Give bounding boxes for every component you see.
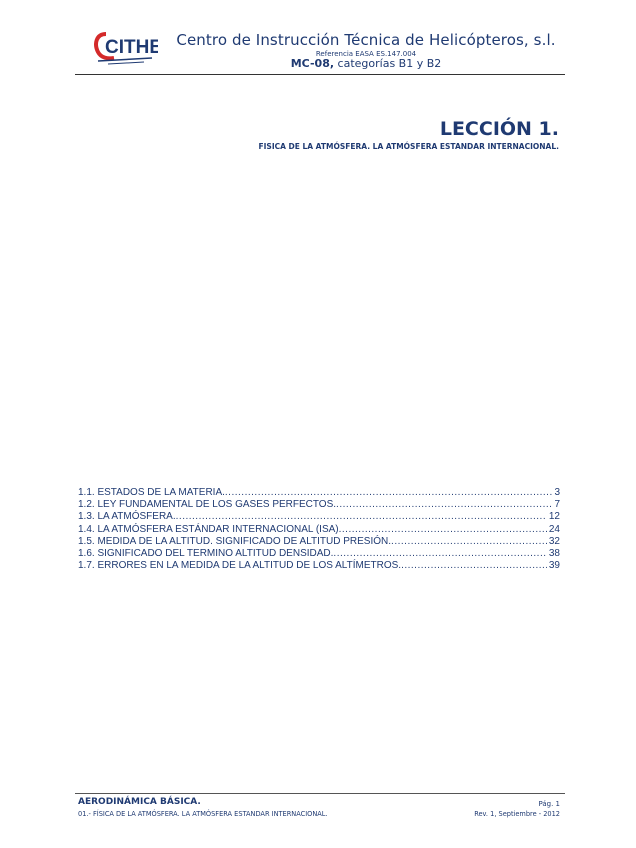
- toc-entry[interactable]: [78, 487, 560, 499]
- module-categories: categorías B1 y B2: [334, 57, 442, 70]
- toc-entry-page: 32: [548, 535, 560, 547]
- institution-title: Centro de Instrucción Técnica de Helicópteros, s.l.: [176, 31, 556, 49]
- toc-leader: [336, 499, 552, 511]
- toc-entry-title: 1.4. LA ATMÓSFERA ESTÁNDAR INTERNACIONAL (ISA): [78, 523, 339, 535]
- toc-entry[interactable]: [78, 511, 560, 523]
- footer-divider: [75, 793, 565, 794]
- toc-entry-title: 1.7. ERRORES EN LA MEDIDA DE LA ALTITUD DE LOS ALTÍMETROS.: [78, 560, 402, 572]
- toc-entry[interactable]: [78, 499, 560, 511]
- toc-entry-title: 1.6. SIGNIFICADO DEL TERMINO ALTITUD DENSIDAD.: [78, 547, 334, 559]
- toc-entry-page: 7: [554, 499, 560, 511]
- toc-entry-title: 1.3. LA ATMÓSFERA.: [78, 511, 176, 523]
- footer-page-number: Pág. 1: [538, 800, 560, 808]
- toc-entry[interactable]: [78, 548, 560, 560]
- logo-text: CITHE: [105, 37, 158, 58]
- module-code: MC-08,: [290, 57, 335, 70]
- toc-leader: [225, 487, 553, 499]
- toc-entry[interactable]: [78, 524, 560, 536]
- footer-lesson: 01.- FÍSICA DE LA ATMÓSFERA. LA ATMÓSFERA ESTANDAR INTERNACIONAL.: [78, 810, 328, 818]
- toc-leader: [339, 524, 547, 536]
- header-divider: [75, 74, 565, 75]
- toc-leader: [391, 536, 547, 548]
- table-of-contents: [78, 487, 560, 572]
- footer-revision: Rev. 1, Septiembre - 2012: [474, 810, 560, 818]
- toc-leader: [176, 511, 547, 523]
- toc-entry-page: 39: [548, 560, 560, 572]
- toc-entry-page: 24: [548, 523, 560, 535]
- lesson-subtitle: FISICA DE LA ATMÓSFERA. LA ATMÓSFERA ESTANDAR INTERNACIONAL.: [258, 142, 559, 151]
- toc-entry-page: 3: [554, 487, 560, 498]
- module-line: [170, 57, 562, 70]
- toc-entry[interactable]: [78, 536, 560, 548]
- toc-entry-title: 1.2. LEY FUNDAMENTAL DE LOS GASES PERFECTOS.: [78, 499, 337, 511]
- easa-reference: Referencia EASA ES.147.004: [315, 50, 417, 58]
- footer-course: AERODINÁMICA BÁSICA.: [78, 797, 201, 807]
- toc-entry[interactable]: [78, 560, 560, 572]
- lesson-title: LECCIÓN 1.: [439, 118, 559, 140]
- toc-entry-page: 12: [548, 511, 560, 523]
- cithe-logo: [94, 28, 158, 66]
- toc-entry-title: 1.5. MEDIDA DE LA ALTITUD. SIGNIFICADO DE ALTITUD PRESIÓN.: [78, 535, 392, 547]
- toc-leader: [401, 560, 547, 572]
- toc-entry-page: 38: [548, 547, 560, 559]
- toc-entry-title: 1.1. ESTADOS DE LA MATERIA.: [78, 487, 225, 498]
- toc-leader: [333, 548, 546, 560]
